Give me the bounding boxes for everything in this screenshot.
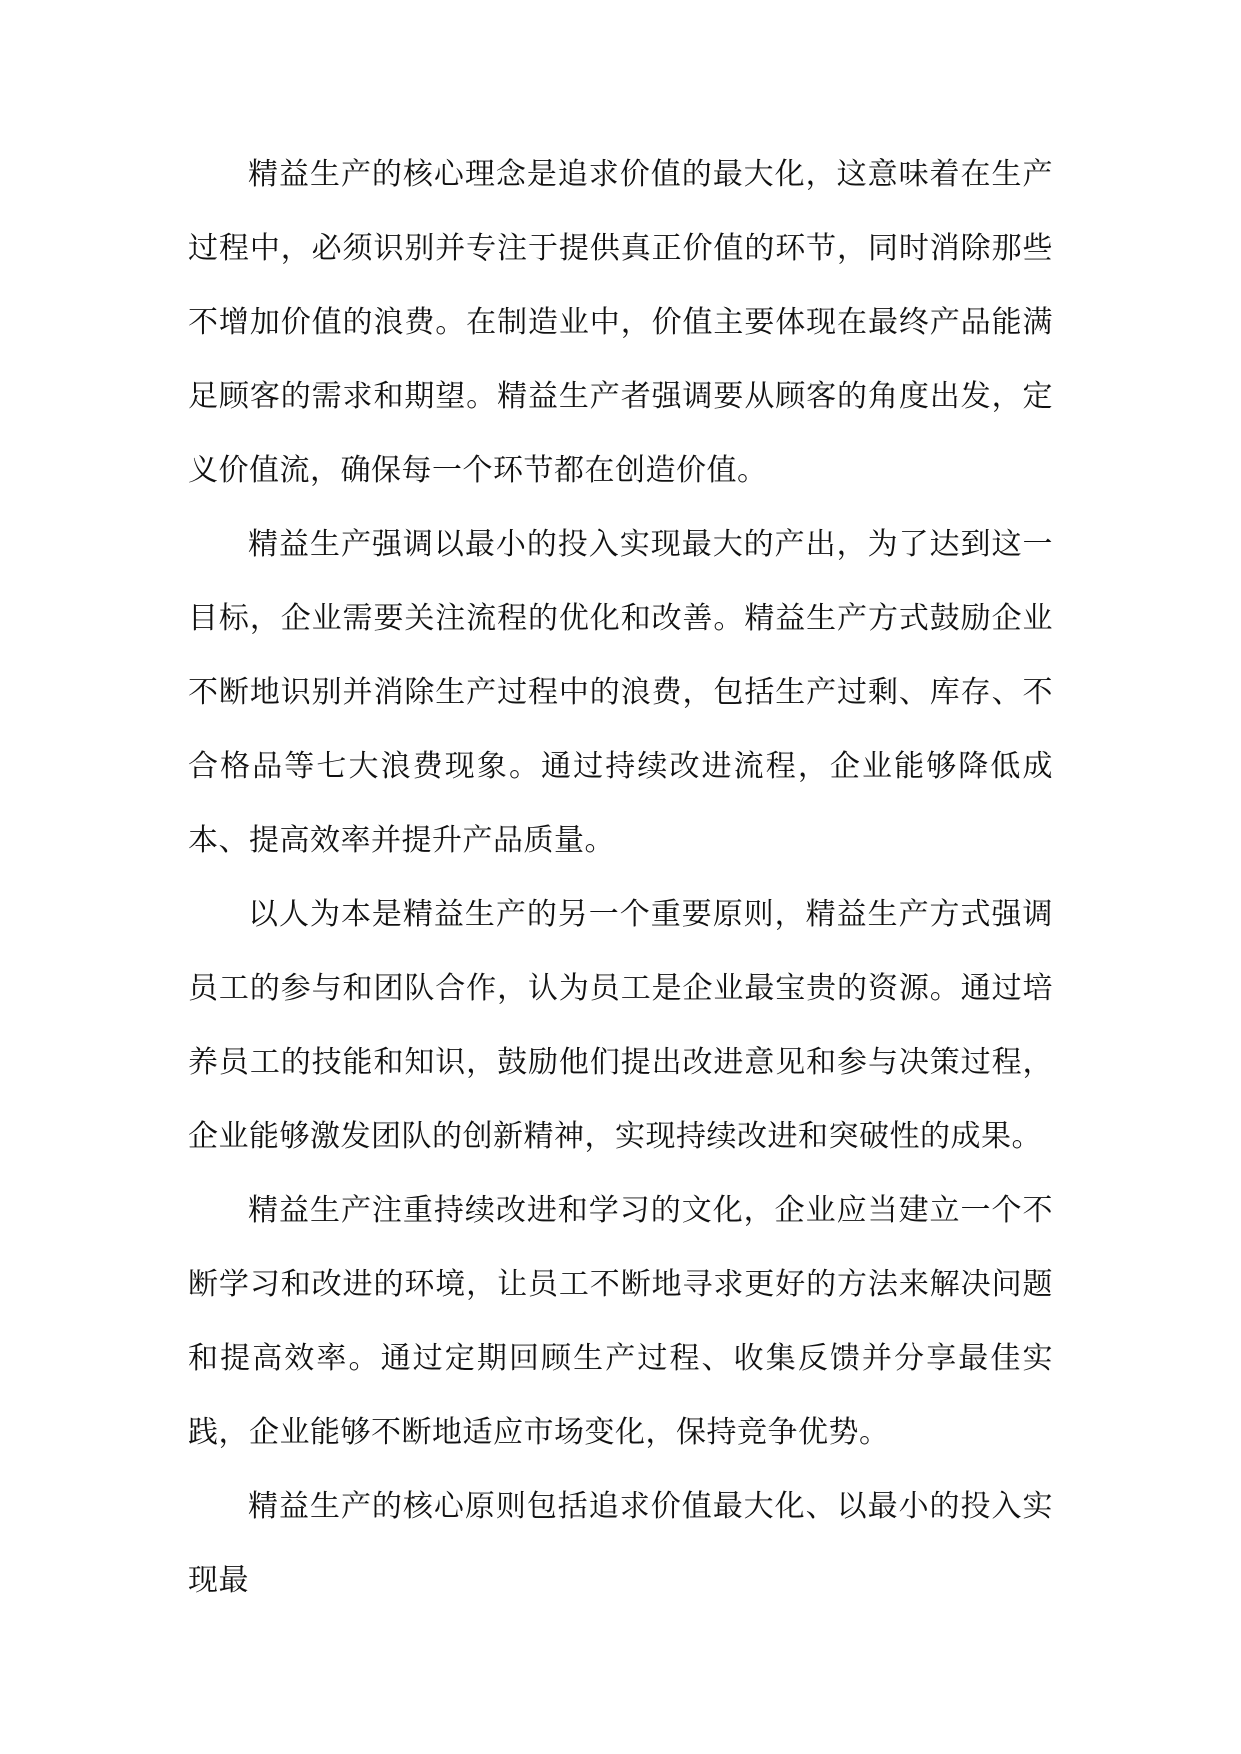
paragraph-minimum-input: 精益生产强调以最小的投入实现最大的产出，为了达到这一目标，企业需要关注流程的优化和改善。精益生产方式鼓励企业不断地识别并消除生产过程中的浪费，包括生产过剩、库存、不合格品等七大浪费现象。通过持续改进流程，企业能够降低成本、提高效率并提升产品质量。 (188, 527, 1053, 858)
document-body (188, 138, 1053, 1618)
paragraph-core-principles: 精益生产的核心原则包括追求价值最大化、以最小的投入实现最 (188, 1489, 1053, 1598)
paragraph-people-oriented: 以人为本是精益生产的另一个重要原则，精益生产方式强调员工的参与和团队合作，认为员工是企业最宝贵的资源。通过培养员工的技能和知识，鼓励他们提出改进意见和参与决策过程，企业能够激发团队的创新精神，实现持续改进和突破性的成果。 (188, 897, 1053, 1154)
paragraph-value-maximization: 精益生产的核心理念是追求价值的最大化，这意味着在生产过程中，必须识别并专注于提供真正价值的环节，同时消除那些不增加价值的浪费。在制造业中，价值主要体现在最终产品能满足顾客的需求和期望。精益生产者强调要从顾客的角度出发，定义价值流，确保每一个环节都在创造价值。 (188, 157, 1053, 488)
paragraph-continuous-improvement: 精益生产注重持续改进和学习的文化，企业应当建立一个不断学习和改进的环境，让员工不断地寻求更好的方法来解决问题和提高效率。通过定期回顾生产过程、收集反馈并分享最佳实践，企业能够不断地适应市场变化，保持竞争优势。 (188, 1193, 1053, 1450)
